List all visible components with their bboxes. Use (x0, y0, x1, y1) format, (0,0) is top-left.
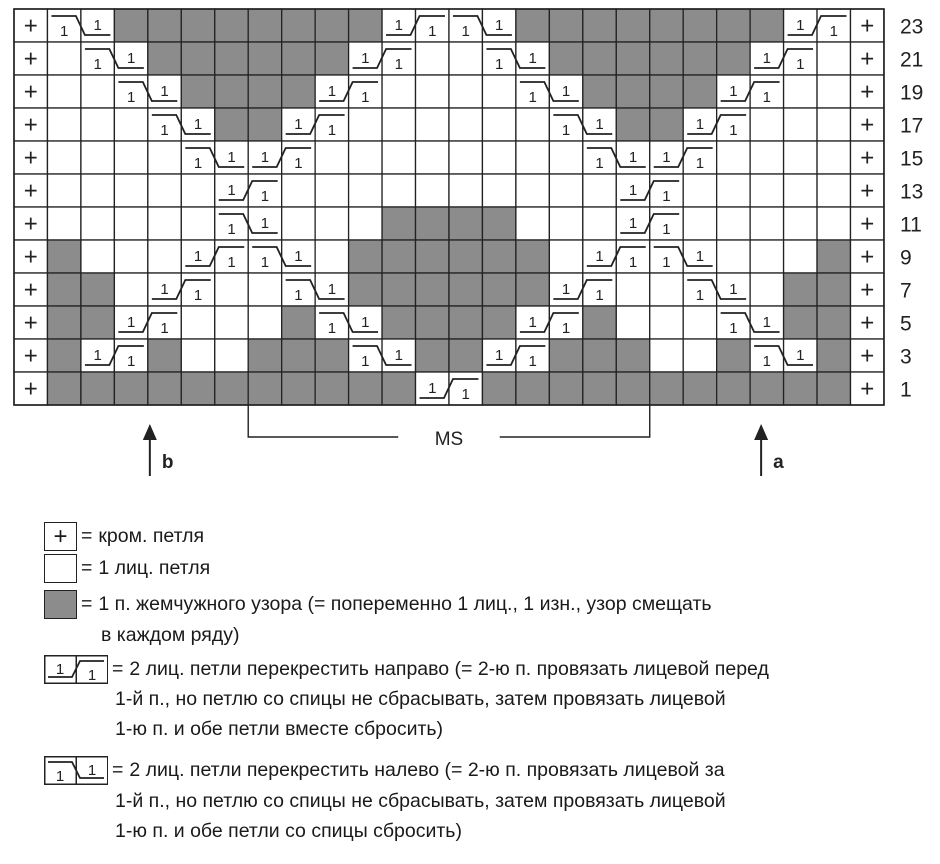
row-number: 11 (899, 213, 922, 237)
knit-stitch-text: 1 лиц. петля (98, 557, 211, 579)
cross-digit: 1 (796, 17, 805, 34)
cross-right-text-line-1: 2 лиц. петли перекрестить направо (= 2-ю п. провязать лицевой перед (129, 658, 769, 680)
cross-digit: 1 (595, 248, 604, 265)
edge-stitch-mark: + (23, 210, 38, 238)
cross-digit: 1 (729, 320, 738, 337)
cross-digit: 1 (193, 155, 203, 172)
legend-knit-stitch (44, 554, 210, 583)
edge-stitch-mark: + (860, 375, 875, 403)
cross-digit: 1 (595, 287, 604, 304)
cross-digit: 1 (60, 23, 69, 40)
svg-text:1: 1 (55, 768, 65, 785)
edge-stitch-mark: + (860, 276, 875, 304)
edge-stitch-mark: + (860, 78, 875, 106)
cross-digit: 1 (595, 155, 604, 172)
cross-digit: 1 (695, 155, 705, 172)
row-number: 13 (899, 180, 924, 204)
cross-digit: 1 (662, 221, 671, 238)
cross-digit: 1 (762, 89, 772, 106)
seed-stitch-symbol (44, 590, 77, 619)
arrow-a-label: a (773, 452, 784, 473)
legend-cross-left (44, 756, 725, 785)
cross-digit: 1 (595, 116, 604, 133)
row-number: 21 (899, 48, 924, 72)
svg-text:1: 1 (55, 661, 65, 678)
cross-digit: 1 (361, 314, 370, 331)
cross-digit: 1 (327, 281, 337, 298)
seed-stitch-text-line-2: в каждом ряду) (101, 624, 240, 646)
cross-digit: 1 (394, 17, 403, 34)
cross-digit: 1 (662, 254, 671, 271)
equals-sign: = (81, 593, 93, 615)
cross-digit: 1 (160, 281, 169, 298)
equals-sign: = (81, 557, 93, 579)
row-number: 3 (899, 345, 912, 369)
cross-digit: 1 (294, 287, 303, 304)
equals-sign: = (112, 759, 124, 781)
edge-stitch-mark: + (860, 342, 875, 370)
knit-stitch-symbol (44, 554, 77, 583)
cross-digit: 1 (695, 287, 705, 304)
row-number: 1 (899, 378, 912, 402)
edge-stitch-mark: + (860, 144, 875, 172)
cross-digit: 1 (695, 248, 705, 265)
svg-text:1: 1 (87, 667, 97, 684)
edge-stitch-symbol: + (44, 522, 77, 551)
edge-stitch-text: кром. петля (98, 525, 205, 547)
cross-digit: 1 (561, 320, 571, 337)
row-number: 7 (899, 279, 912, 303)
cross-digit: 1 (428, 23, 437, 40)
cross-digit: 1 (628, 215, 638, 232)
cross-digit: 1 (227, 221, 236, 238)
edge-stitch-mark: + (860, 210, 875, 238)
cross-digit: 1 (227, 182, 236, 199)
edge-stitch-mark: + (23, 78, 38, 106)
cross-digit: 1 (561, 281, 571, 298)
row-number: 5 (899, 312, 912, 336)
cross-digit: 1 (260, 254, 270, 271)
ms-label: MS (434, 429, 464, 450)
edge-stitch-mark: + (23, 111, 38, 139)
cross-digit: 1 (160, 83, 169, 100)
edge-stitch-mark: + (860, 177, 875, 205)
cross-left-symbol (44, 756, 108, 785)
seed-stitch-text-line-1: 1 п. жемчужного узора (= попеременно 1 лиц., 1 изн., узор смещать (98, 593, 712, 615)
cross-right-symbol (44, 655, 108, 684)
cross-digit: 1 (662, 149, 671, 166)
cross-digit: 1 (361, 353, 370, 370)
cross-digit: 1 (93, 56, 102, 73)
cross-digit: 1 (260, 215, 270, 232)
cross-digit: 1 (160, 122, 169, 139)
cross-digit: 1 (193, 287, 203, 304)
legend-cross-right (44, 655, 769, 684)
cross-digit: 1 (628, 182, 638, 199)
cross-digit: 1 (227, 254, 236, 271)
cross-digit: 1 (628, 149, 638, 166)
edge-stitch-mark: + (23, 375, 38, 403)
equals-sign: = (112, 658, 124, 680)
edge-stitch-mark: + (860, 45, 875, 73)
edge-stitch-mark: + (23, 144, 38, 172)
cross-digit: 1 (294, 248, 303, 265)
cross-digit: 1 (461, 23, 470, 40)
cross-left-text-line-1: 2 лиц. петли перекрестить налево (= 2-ю п. провязать лицевой за (129, 759, 725, 781)
cross-digit: 1 (762, 353, 772, 370)
cross-digit: 1 (528, 89, 537, 106)
cross-digit: 1 (494, 17, 504, 34)
cross-digit: 1 (93, 17, 102, 34)
cross-digit: 1 (729, 122, 738, 139)
cross-digit: 1 (260, 188, 270, 205)
edge-stitch-mark: + (23, 12, 38, 40)
legend-seed-stitch (44, 590, 712, 619)
cross-digit: 1 (193, 116, 203, 133)
cross-digit: 1 (126, 50, 136, 67)
cross-digit: 1 (361, 89, 370, 106)
row-number: 17 (899, 114, 924, 138)
cross-digit: 1 (796, 56, 805, 73)
edge-stitch-mark: + (860, 309, 875, 337)
cross-digit: 1 (160, 320, 169, 337)
cross-digit: 1 (695, 116, 705, 133)
cross-digit: 1 (561, 83, 571, 100)
edge-stitch-mark: + (860, 111, 875, 139)
cross-digit: 1 (394, 347, 403, 364)
cross-digit: 1 (260, 149, 270, 166)
cross-right-text-line-3: 1-ю п. и обе петли вместе сбросить) (115, 718, 444, 740)
cross-digit: 1 (528, 353, 537, 370)
edge-stitch-mark: + (23, 276, 38, 304)
cross-digit: 1 (762, 314, 772, 331)
edge-stitch-mark: + (23, 243, 38, 271)
cross-digit: 1 (294, 116, 303, 133)
cross-digit: 1 (394, 56, 403, 73)
cross-digit: 1 (227, 149, 236, 166)
cross-digit: 1 (762, 50, 772, 67)
edge-stitch-mark: + (23, 177, 38, 205)
cross-digit: 1 (829, 23, 838, 40)
edge-stitch-mark: + (23, 45, 38, 73)
equals-sign: = (81, 525, 93, 547)
cross-digit: 1 (327, 122, 337, 139)
cross-digit: 1 (628, 254, 638, 271)
row-number: 9 (899, 246, 912, 270)
svg-text:1: 1 (87, 762, 97, 779)
cross-digit: 1 (93, 347, 102, 364)
row-number: 15 (899, 147, 924, 171)
edge-stitch-mark: + (23, 342, 38, 370)
row-number: 23 (899, 15, 924, 39)
cross-left-text-line-2: 1-й п., но петлю со спицы не сбрасывать, затем провязать лицевой (115, 790, 726, 812)
cross-right-text-line-2: 1-й п., но петлю со спицы не сбрасывать, затем провязать лицевой (115, 688, 726, 710)
row-number: 19 (899, 81, 924, 105)
cross-digit: 1 (361, 50, 370, 67)
edge-stitch-mark: + (23, 309, 38, 337)
edge-stitch-mark: + (860, 12, 875, 40)
cross-digit: 1 (327, 83, 337, 100)
cross-digit: 1 (126, 353, 136, 370)
cross-digit: 1 (662, 188, 671, 205)
cross-digit: 1 (729, 83, 738, 100)
cross-digit: 1 (126, 89, 136, 106)
cross-digit: 1 (494, 56, 504, 73)
cross-digit: 1 (126, 314, 136, 331)
cross-digit: 1 (796, 347, 805, 364)
cross-digit: 1 (528, 314, 537, 331)
arrow-b-label: b (161, 452, 174, 473)
cross-digit: 1 (193, 248, 203, 265)
cross-digit: 1 (561, 122, 571, 139)
legend-edge-stitch (44, 522, 204, 551)
cross-digit: 1 (729, 281, 738, 298)
cross-digit: 1 (428, 380, 437, 397)
cross-digit: 1 (294, 155, 303, 172)
cross-digit: 1 (494, 347, 504, 364)
cross-digit: 1 (528, 50, 537, 67)
cross-left-text-line-3: 1-ю п. и обе петли со спицы сбросить) (115, 820, 462, 842)
edge-stitch-mark: + (860, 243, 875, 271)
cross-digit: 1 (461, 386, 470, 403)
cross-digit: 1 (327, 320, 337, 337)
